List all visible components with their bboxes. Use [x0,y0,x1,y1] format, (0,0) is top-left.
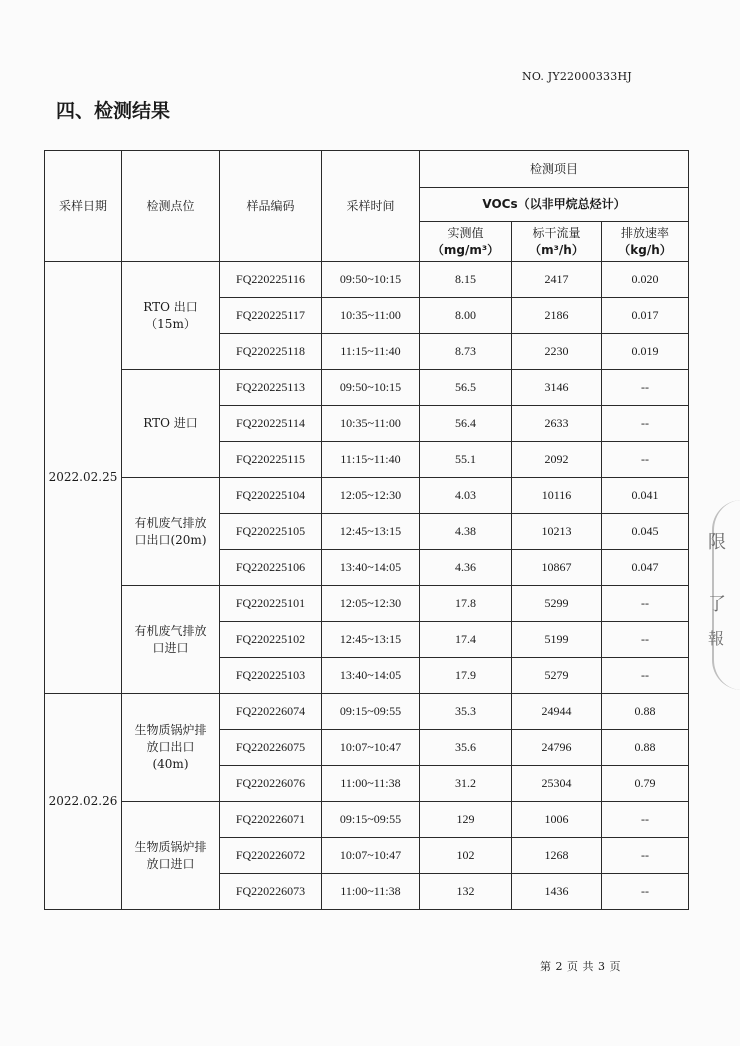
emission-rate-cell: 0.019 [602,334,689,370]
emission-rate-cell: -- [602,406,689,442]
test-point-cell: 有机废气排放口出口(20m) [122,478,220,586]
sample-code-cell: FQ220226071 [220,802,322,838]
measured-value-cell: 132 [420,874,512,910]
measured-value-cell: 56.4 [420,406,512,442]
header-date: 采样日期 [45,151,122,262]
flow-rate-cell: 24944 [512,694,602,730]
emission-rate-cell: 0.041 [602,478,689,514]
sample-code-cell: FQ220225101 [220,586,322,622]
sample-time-cell: 13:40~14:05 [322,658,420,694]
emission-rate-cell: 0.020 [602,262,689,298]
emission-rate-cell: 0.047 [602,550,689,586]
flow-rate-cell: 5299 [512,586,602,622]
test-point-cell: 生物质锅炉排放口进口 [122,802,220,910]
page-footer: 第 2 页 共 3 页 [540,960,621,973]
measured-value-cell: 17.8 [420,586,512,622]
measured-value-cell: 4.03 [420,478,512,514]
emission-rate-cell: -- [602,622,689,658]
sample-code-cell: FQ220226076 [220,766,322,802]
measured-value-cell: 17.9 [420,658,512,694]
flow-rate-cell: 2092 [512,442,602,478]
measured-value-cell: 8.15 [420,262,512,298]
sample-time-cell: 11:00~11:38 [322,874,420,910]
header-test-items: 检测项目 [420,151,689,188]
measured-value-cell: 4.38 [420,514,512,550]
flow-rate-cell: 25304 [512,766,602,802]
test-point-cell: RTO 出口（15m） [122,262,220,370]
sample-time-cell: 09:15~09:55 [322,802,420,838]
sample-time-cell: 09:50~10:15 [322,370,420,406]
sample-time-cell: 10:07~10:47 [322,838,420,874]
sample-code-cell: FQ220225105 [220,514,322,550]
measured-value-cell: 8.00 [420,298,512,334]
header-flow-unit: （m³/h） [529,242,584,257]
emission-rate-cell: -- [602,442,689,478]
emission-rate-cell: -- [602,586,689,622]
emission-rate-cell: 0.045 [602,514,689,550]
sample-time-cell: 12:05~12:30 [322,478,420,514]
flow-rate-cell: 10867 [512,550,602,586]
flow-rate-cell: 1268 [512,838,602,874]
sample-time-cell: 09:50~10:15 [322,262,420,298]
test-point-cell: 有机废气排放口进口 [122,586,220,694]
header-rate [602,222,689,262]
sample-time-cell: 12:45~13:15 [322,514,420,550]
measured-value-cell: 56.5 [420,370,512,406]
sample-time-cell: 09:15~09:55 [322,694,420,730]
sample-time-cell: 11:00~11:38 [322,766,420,802]
header-measured [420,222,512,262]
header-measured-label: 实测值 [447,225,484,240]
emission-rate-cell: 0.88 [602,730,689,766]
section-heading: 四、检测结果 [56,100,171,122]
emission-rate-cell: -- [602,658,689,694]
header-sample-time: 采样时间 [322,151,420,262]
header-flow [512,222,602,262]
header-rate-unit: （kg/h） [618,242,672,257]
sample-time-cell: 10:07~10:47 [322,730,420,766]
emission-rate-cell: 0.017 [602,298,689,334]
flow-rate-cell: 2230 [512,334,602,370]
report-number: NO. JY22000333HJ [522,70,632,83]
results-table-body [45,151,689,910]
header-rate-label: 排放速率 [620,225,669,240]
header-sample-code: 样品编码 [220,151,322,262]
flow-rate-cell: 5279 [512,658,602,694]
results-table [44,150,689,910]
sample-code-cell: FQ220225117 [220,298,322,334]
emission-rate-cell: 0.79 [602,766,689,802]
flow-rate-cell: 3146 [512,370,602,406]
sample-code-cell: FQ220225115 [220,442,322,478]
sampling-date-cell: 2022.02.26 [45,694,122,910]
test-point-cell: 生物质锅炉排放口出口(40m) [122,694,220,802]
seal-fragment-3: 報 [708,629,725,648]
sampling-date-cell: 2022.02.25 [45,262,122,694]
measured-value-cell: 17.4 [420,622,512,658]
flow-rate-cell: 1006 [512,802,602,838]
sample-code-cell: FQ220225114 [220,406,322,442]
sample-time-cell: 10:35~11:00 [322,298,420,334]
table-row [45,586,689,622]
sample-code-cell: FQ220226073 [220,874,322,910]
table-row [45,478,689,514]
table-row [45,802,689,838]
flow-rate-cell: 10213 [512,514,602,550]
sample-time-cell: 11:15~11:40 [322,442,420,478]
emission-rate-cell: 0.88 [602,694,689,730]
sample-code-cell: FQ220225113 [220,370,322,406]
sample-code-cell: FQ220225106 [220,550,322,586]
emission-rate-cell: -- [602,838,689,874]
sample-time-cell: 13:40~14:05 [322,550,420,586]
table-row [45,262,689,298]
flow-rate-cell: 2186 [512,298,602,334]
header-vocs: VOCs（以非甲烷总烃计） [420,188,689,222]
measured-value-cell: 35.3 [420,694,512,730]
table-row [45,370,689,406]
flow-rate-cell: 1436 [512,874,602,910]
sample-code-cell: FQ220225104 [220,478,322,514]
header-point: 检测点位 [122,151,220,262]
emission-rate-cell: -- [602,802,689,838]
flow-rate-cell: 5199 [512,622,602,658]
emission-rate-cell: -- [602,874,689,910]
sample-time-cell: 10:35~11:00 [322,406,420,442]
measured-value-cell: 102 [420,838,512,874]
sample-code-cell: FQ220225118 [220,334,322,370]
sample-code-cell: FQ220225102 [220,622,322,658]
measured-value-cell: 35.6 [420,730,512,766]
flow-rate-cell: 2633 [512,406,602,442]
table-row [45,694,689,730]
sample-code-cell: FQ220225103 [220,658,322,694]
seal-fragment-2: 了 [708,594,726,615]
emission-rate-cell: -- [602,370,689,406]
measured-value-cell: 8.73 [420,334,512,370]
sample-time-cell: 12:45~13:15 [322,622,420,658]
sample-time-cell: 11:15~11:40 [322,334,420,370]
header-flow-label: 标干流量 [532,225,581,240]
sample-code-cell: FQ220225116 [220,262,322,298]
sample-code-cell: FQ220226074 [220,694,322,730]
sample-code-cell: FQ220226072 [220,838,322,874]
flow-rate-cell: 24796 [512,730,602,766]
measured-value-cell: 129 [420,802,512,838]
flow-rate-cell: 10116 [512,478,602,514]
sample-time-cell: 12:05~12:30 [322,586,420,622]
seal-fragment-1: 限 [708,532,726,553]
measured-value-cell: 55.1 [420,442,512,478]
flow-rate-cell: 2417 [512,262,602,298]
measured-value-cell: 31.2 [420,766,512,802]
measured-value-cell: 4.36 [420,550,512,586]
sample-code-cell: FQ220226075 [220,730,322,766]
header-measured-unit: （mg/m³） [431,242,500,257]
test-point-cell: RTO 进口 [122,370,220,478]
